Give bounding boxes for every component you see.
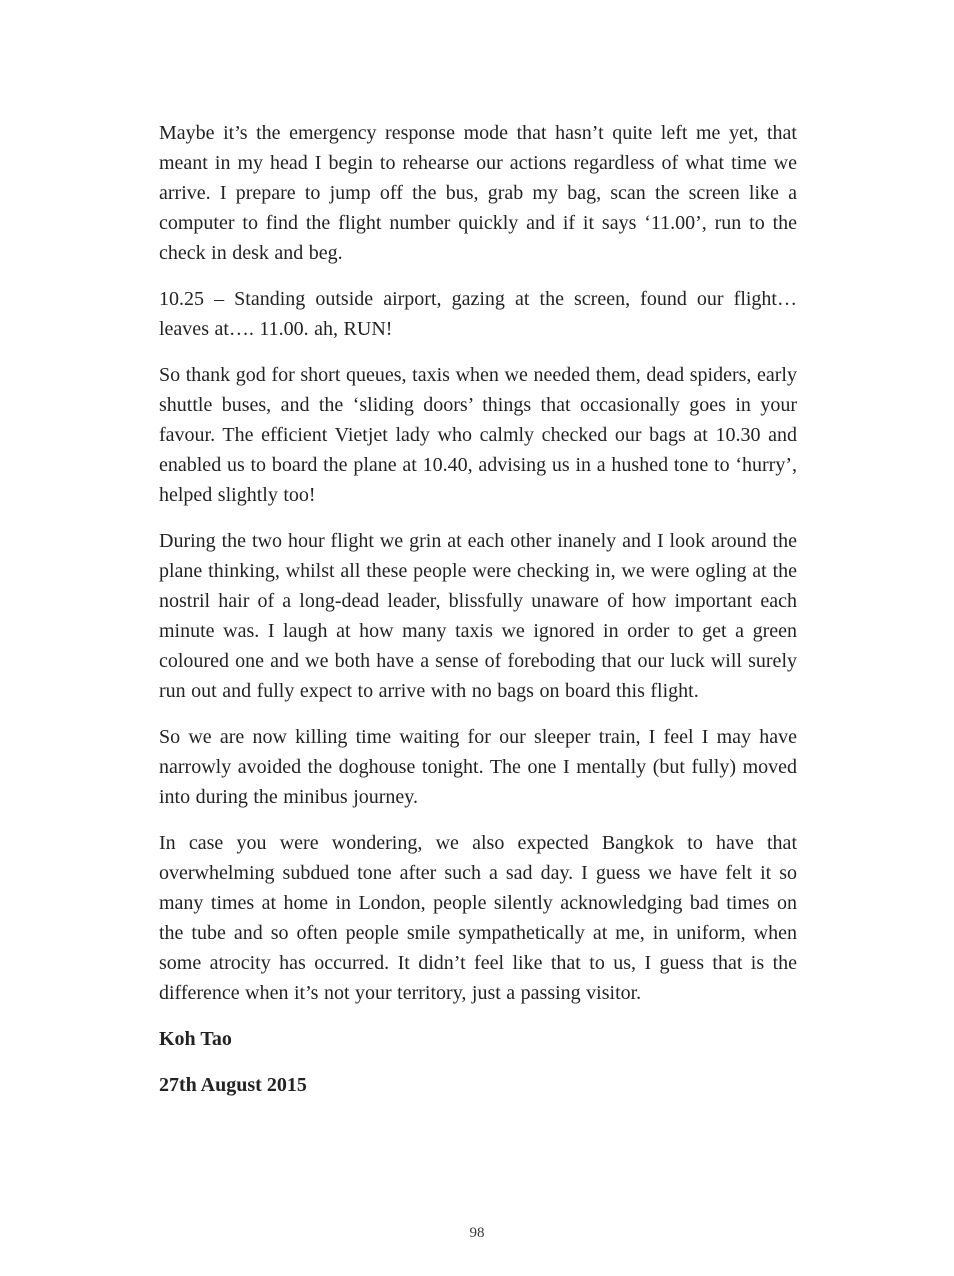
paragraph: So thank god for short queues, taxis when we needed them, dead spiders, early shuttle buses, and the ‘sliding doors’ things that occasionally goes in your favour. The efficient Vietjet lady who calmly checked our bags at 10.30 and enabled us to board the plane at 10.40, advising us in a hushed tone to ‘hurry’, helped slightly too!	[159, 364, 797, 506]
paragraph: So we are now killing time waiting for our sleeper train, I feel I may have narrowly avoided the doghouse tonight. The one I mentally (but fully) moved into during the minibus journey.	[159, 726, 797, 808]
signoff-date: 27th August 2015	[159, 1074, 307, 1096]
signoff-location: Koh Tao	[159, 1028, 232, 1050]
paragraph: Maybe it’s the emergency response mode that hasn’t quite left me yet, that meant in my head I begin to rehearse our actions regardless of what time we arrive. I prepare to jump off the bus, grab my bag, scan the screen like a computer to find the flight number quickly and if it says ‘11.00’, run to the check in desk and beg.	[159, 122, 797, 264]
paragraph: 10.25 – Standing outside airport, gazing at the screen, found our flight… leaves at…. 11.00. ah, RUN!	[159, 288, 797, 340]
text-block	[159, 118, 797, 1116]
paragraph: During the two hour flight we grin at each other inanely and I look around the plane thinking, whilst all these people were checking in, we were ogling at the nostril hair of a long-dead leader, blissfully unaware of how important each minute was. I laugh at how many taxis we ignored in order to get a green coloured one and we both have a sense of foreboding that our luck will surely run out and fully expect to arrive with no bags on board this flight.	[159, 530, 797, 702]
paragraph: In case you were wondering, we also expected Bangkok to have that overwhelming subdued tone after such a sad day. I guess we have felt it so many times at home in London, people silently acknowledging bad times on the tube and so often people smile sympathetically at me, in uniform, when some atrocity has occurred. It didn’t feel like that to us, I guess that is the difference when it’s not your territory, just a passing visitor.	[159, 832, 797, 1004]
page-number: 98	[469, 1225, 485, 1241]
